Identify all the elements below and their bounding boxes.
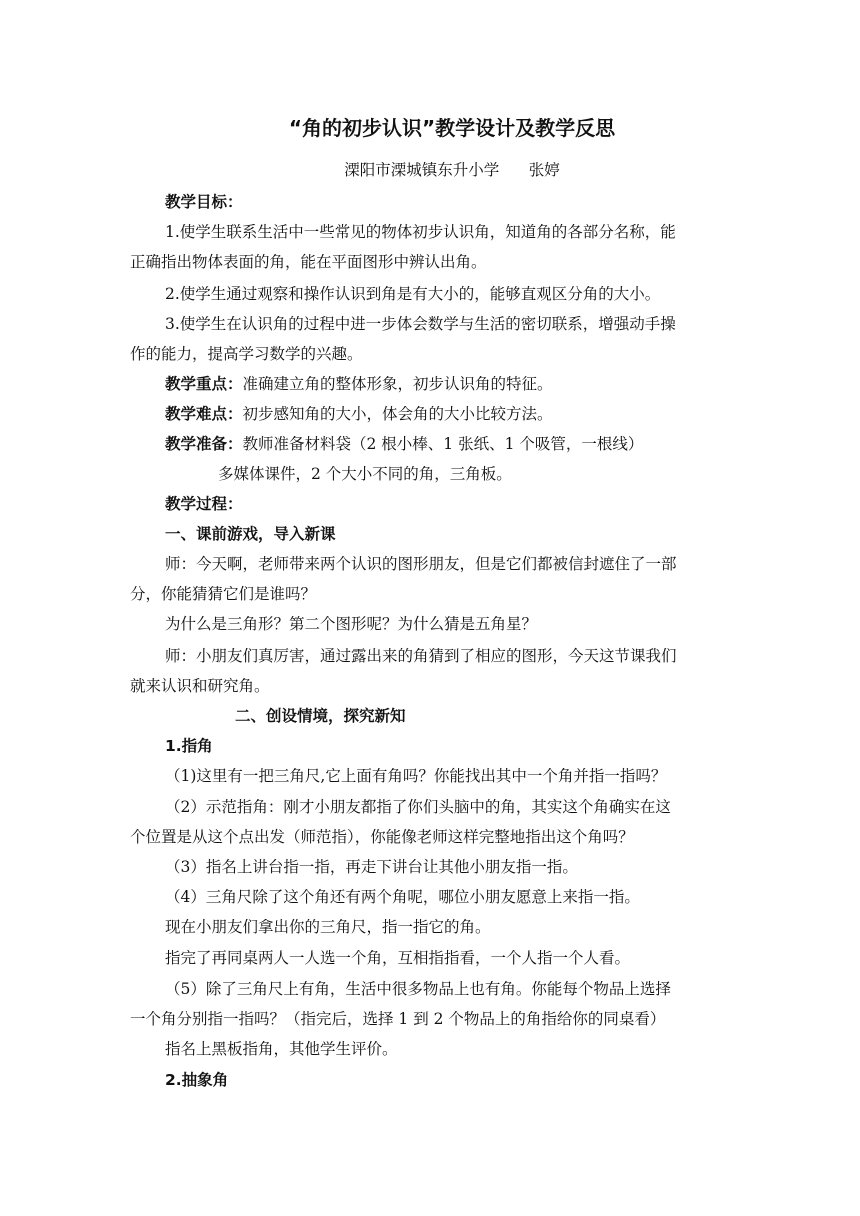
difficulty-row [165, 403, 553, 425]
step-5: 现在小朋友们拿出你的三角尺，指一指它的角。 [165, 918, 491, 936]
step-3: （3）指名上讲台指一指，再走下讲台让其他小朋友指一指。 [165, 858, 578, 876]
subsection-2-heading: 2.抽象角 [165, 1071, 229, 1089]
objective-1-line-1: 1.使学生联系生活中一些常见的物体初步认识角，知道角的各部分名称，能 [165, 223, 676, 241]
key-point-text: 准确建立角的整体形象，初步认识角的特征。 [242, 375, 553, 393]
objective-2: 2.使学生通过观察和操作认识到角是有大小的，能够直观区分角的大小。 [165, 285, 661, 303]
preparation-text-2: 多媒体课件，2 个大小不同的角，三角板。 [218, 465, 512, 483]
step-2-line-1: （2）示范指角：刚才小朋友都指了你们头脑中的角，其实这个角确实在这 [165, 798, 671, 816]
objective-1-line-2: 正确指出物体表面的角，能在平面图形中辨认出角。 [130, 253, 487, 271]
preparation-row [165, 433, 643, 455]
author-byline: 溧阳市溧城镇东升小学 张婷 [344, 161, 560, 179]
difficulty-label: 教学难点： [165, 405, 243, 423]
section-2-heading: 二、创设情境，探究新知 [235, 707, 406, 725]
step-6: 指完了再同桌两人一人选一个角，互相指指看，一个人指一个人看。 [165, 949, 631, 967]
process-heading: 教学过程： [165, 495, 243, 513]
paragraph-1-line-1: 师：今天啊，老师带来两个认识的图形朋友，但是它们都被信封遮住了一部 [165, 555, 677, 573]
section-1-heading: 一、课前游戏，导入新课 [165, 525, 336, 543]
paragraph-3-line-1: 师：小朋友们真厉害，通过露出来的角猜到了相应的图形，今天这节课我们 [165, 647, 677, 665]
objective-3-line-1: 3.使学生在认识角的过程中进一步体会数学与生活的密切联系，增强动手操 [165, 315, 676, 333]
key-point-row [165, 373, 553, 395]
subsection-1-heading: 1.指角 [165, 737, 213, 755]
preparation-label: 教学准备： [165, 435, 243, 453]
step-1: （1)这里有一把三角尺,它上面有角吗？你能找出其中一个角并指一指吗？ [165, 767, 667, 785]
paragraph-2: 为什么是三角形？第二个图形呢？为什么猜是五角星？ [165, 615, 538, 633]
objectives-heading: 教学目标： [165, 193, 243, 211]
step-4: （4）三角尺除了这个角还有两个角呢，哪位小朋友愿意上来指一指。 [165, 888, 640, 906]
document-title: “角的初步认识”教学设计及教学反思 [288, 116, 616, 140]
step-7-line-1: （5）除了三角尺上有角，生活中很多物品上也有角。你能每个物品上选择 [165, 980, 671, 998]
key-point-label: 教学重点： [165, 375, 243, 393]
step-2-line-2: 个位置是从这个点出发（师范指），你能像老师这样完整地指出这个角吗？ [130, 828, 634, 846]
objective-3-line-2: 作的能力，提高学习数学的兴趣。 [130, 345, 363, 363]
paragraph-1-line-2: 分，你能猜猜它们是谁吗？ [130, 585, 317, 603]
preparation-text-1: 教师准备材料袋（2 根小棒、1 张纸、1 个吸管，一根线） [242, 435, 644, 453]
difficulty-text: 初步感知角的大小，体会角的大小比较方法。 [242, 405, 553, 423]
step-7-line-2: 一个角分别指一指吗？（指完后，选择 1 到 2 个物品上的角指给你的同桌看） [130, 1010, 666, 1028]
paragraph-3-line-2: 就来认识和研究角。 [130, 677, 270, 695]
step-8: 指名上黑板指角，其他学生评价。 [165, 1040, 398, 1058]
